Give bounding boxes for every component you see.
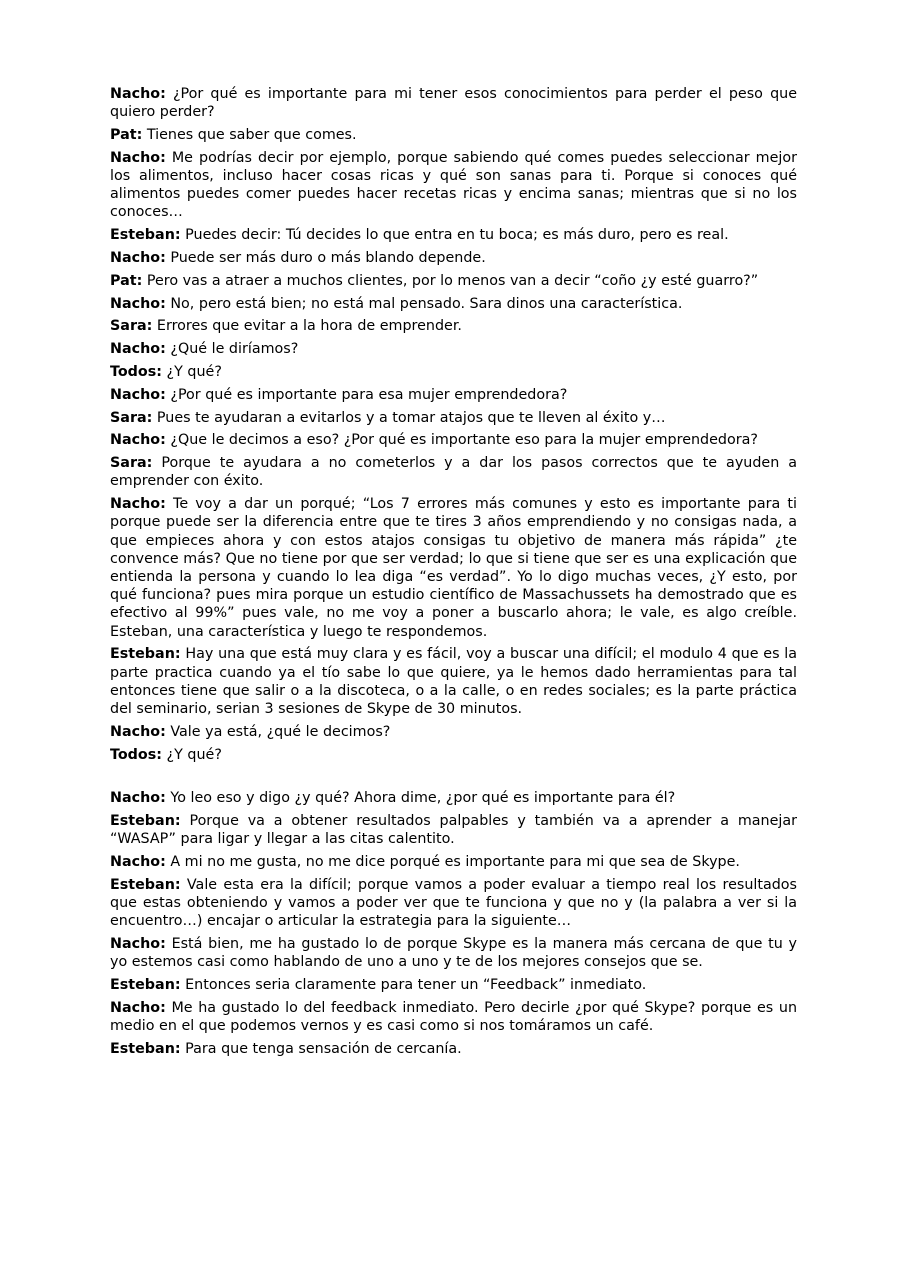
dialogue-text: Entonces seria claramente para tener un “Feedback” inmediato. xyxy=(185,977,647,994)
dialogue-paragraph xyxy=(110,454,797,490)
dialogue-paragraph xyxy=(110,386,797,404)
speaker-name: Nacho: xyxy=(110,936,166,953)
dialogue-paragraph xyxy=(110,723,797,741)
dialogue-text: Me ha gustado lo del feedback inmediato. Pero decirle ¿por qué Skype? porque es un medio en el que podemos vernos y es casi como si nos tomáramos un café. xyxy=(110,999,798,1035)
dialogue-text: Hay una que está muy clara y es fácil, voy a buscar una difícil; el modulo 4 que es la parte practica cuando ya el tío sabe lo que quiere, ya le hemos dado herramientas para tal entonces tiene que salir o a la discoteca, o a la calle, o en redes sociales; es la parte práctica del seminario, serian 3 sesiones de Skype de 30 minutos. xyxy=(110,646,798,717)
dialogue-text: A mi no me gusta, no me dice porqué es importante para mi que sea de Skype. xyxy=(170,854,740,871)
dialogue-paragraph xyxy=(110,645,797,718)
dialogue-text: Para que tenga sensación de cercanía. xyxy=(185,1040,462,1057)
dialogue-text: ¿Por qué es importante para esa mujer emprendedora? xyxy=(170,386,568,403)
speaker-name: Pat: xyxy=(110,272,143,289)
dialogue-paragraph xyxy=(110,976,797,994)
dialogue-text: Vale esta era la difícil; porque vamos a poder evaluar a tiempo real los resultados que estas obteniendo y vamos a poder ver que te funciona y que no y (la palabra a ver si la encuentro…) encajar o articular la estrategia para la siguiente… xyxy=(110,876,797,930)
speaker-name: Esteban: xyxy=(110,1040,181,1057)
speaker-name: Nacho: xyxy=(110,432,166,449)
speaker-name: Sara: xyxy=(110,409,153,426)
speaker-name: Nacho: xyxy=(110,295,166,312)
dialogue-paragraph xyxy=(110,149,797,222)
dialogue-text: Porque te ayudara a no cometerlos y a dar los pasos correctos que te ayuden a emprender con éxito. xyxy=(110,455,798,490)
speaker-name: Esteban: xyxy=(110,876,181,893)
dialogue-paragraph xyxy=(110,226,797,244)
dialogue-paragraph xyxy=(110,363,797,381)
document-page xyxy=(110,85,797,1063)
speaker-name: Esteban: xyxy=(110,977,181,994)
dialogue-text: Te voy a dar un porqué; “Los 7 errores más comunes y esto es importante para ti porque puede ser la diferencia entre que te tires 3 años emprendiendo y no consigas nada, a que empieces ahora y con estos atajos consigas tu objetivo de manera más rápida” ¿te convence más? Que no tiene por que ser verdad; lo que si tiene que ser es una explicación que entienda la persona y cuando lo lea diga “es verdad”. Yo lo digo muchas veces, ¿Y esto, por qué funciona? pues mira porque un estudio científico de Massachussets ha demostrado que es efectivo al 99%” pues vale, no me voy a poner a buscarlo ahora; le vale, es algo creíble. Esteban, una característica y luego te respondemos. xyxy=(110,496,797,640)
dialogue-paragraph xyxy=(110,935,797,971)
speaker-name: Nacho: xyxy=(110,86,166,102)
dialogue-paragraph xyxy=(110,317,797,335)
speaker-name: Nacho: xyxy=(110,149,166,166)
paragraph-gap xyxy=(110,768,797,789)
speaker-name: Nacho: xyxy=(110,790,166,807)
dialogue-paragraph xyxy=(110,295,797,313)
dialogue-text: Pues te ayudaran a evitarlos y a tomar atajos que te lleven al éxito y… xyxy=(156,409,666,426)
dialogue-paragraph xyxy=(110,1040,797,1058)
speaker-name: Nacho: xyxy=(110,250,166,266)
dialogue-paragraph xyxy=(110,853,797,871)
dialogue-paragraph xyxy=(110,409,797,427)
speaker-name: Esteban: xyxy=(110,646,181,663)
dialogue-paragraph xyxy=(110,876,797,931)
speaker-name: Nacho: xyxy=(110,999,166,1016)
dialogue-text: ¿Y qué? xyxy=(166,363,222,380)
dialogue-text: Errores que evitar a la hora de emprender. xyxy=(156,318,462,335)
dialogue-paragraph xyxy=(110,272,797,290)
speaker-name: Esteban: xyxy=(110,813,181,830)
speaker-name: Nacho: xyxy=(110,723,166,740)
speaker-name: Todos: xyxy=(110,363,162,380)
dialogue-paragraph xyxy=(110,85,797,121)
dialogue-paragraph xyxy=(110,249,797,267)
speaker-name: Sara: xyxy=(110,318,153,335)
dialogue-text: Tienes que saber que comes. xyxy=(146,127,357,143)
dialogue-text: ¿Y qué? xyxy=(166,746,222,763)
dialogue-paragraph xyxy=(110,789,797,807)
dialogue-paragraph xyxy=(110,999,797,1035)
dialogue-paragraph xyxy=(110,495,797,641)
dialogue-paragraph xyxy=(110,431,797,449)
speaker-name: Sara: xyxy=(110,455,153,472)
dialogue-text: Yo leo eso y digo ¿y qué? Ahora dime, ¿por qué es importante para él? xyxy=(170,790,676,807)
dialogue-text: Pero vas a atraer a muchos clientes, por lo menos van a decir “coño ¿y esté guarro?” xyxy=(146,272,759,289)
dialogue-text: Está bien, me ha gustado lo de porque Skype es la manera más cercana de que tu y yo estemos casi como hablando de uno a uno y te de los mejores consejos que se. xyxy=(110,936,798,971)
speaker-name: Esteban: xyxy=(110,227,181,244)
speaker-name: Nacho: xyxy=(110,854,166,871)
speaker-name: Nacho: xyxy=(110,386,166,403)
dialogue-paragraph xyxy=(110,126,797,144)
dialogue-text: ¿Que le decimos a eso? ¿Por qué es importante eso para la mujer emprendedora? xyxy=(170,432,758,449)
dialogue-text: Puede ser más duro o más blando depende. xyxy=(170,250,486,266)
dialogue-text: Me podrías decir por ejemplo, porque sabiendo qué comes puedes seleccionar mejor los alimentos, incluso hacer cosas ricas y qué son sanas para ti. Porque si conoces qué alimentos puedes comer puedes hacer recetas ricas y encima sanas; mientras que si no los conoces… xyxy=(110,149,798,221)
speaker-name: Todos: xyxy=(110,746,162,763)
dialogue-text: Porque va a obtener resultados palpables y también va a aprender a manejar “WASAP” para ligar y llegar a las citas calentito. xyxy=(110,813,798,848)
dialogue-paragraph xyxy=(110,340,797,358)
speaker-name: Pat: xyxy=(110,127,143,143)
dialogue-text: Vale ya está, ¿qué le decimos? xyxy=(170,723,391,740)
dialogue-text: No, pero está bien; no está mal pensado. Sara dinos una característica. xyxy=(170,295,683,312)
dialogue-paragraph xyxy=(110,746,797,764)
speaker-name: Nacho: xyxy=(110,341,166,358)
dialogue-text: ¿Por qué es importante para mi tener esos conocimientos para perder el peso que quiero perder? xyxy=(110,86,798,121)
dialogue-text: Puedes decir: Tú decides lo que entra en tu boca; es más duro, pero es real. xyxy=(185,227,729,244)
dialogue-text: ¿Qué le diríamos? xyxy=(170,341,299,358)
dialogue-paragraph xyxy=(110,812,797,848)
speaker-name: Nacho: xyxy=(110,496,166,513)
